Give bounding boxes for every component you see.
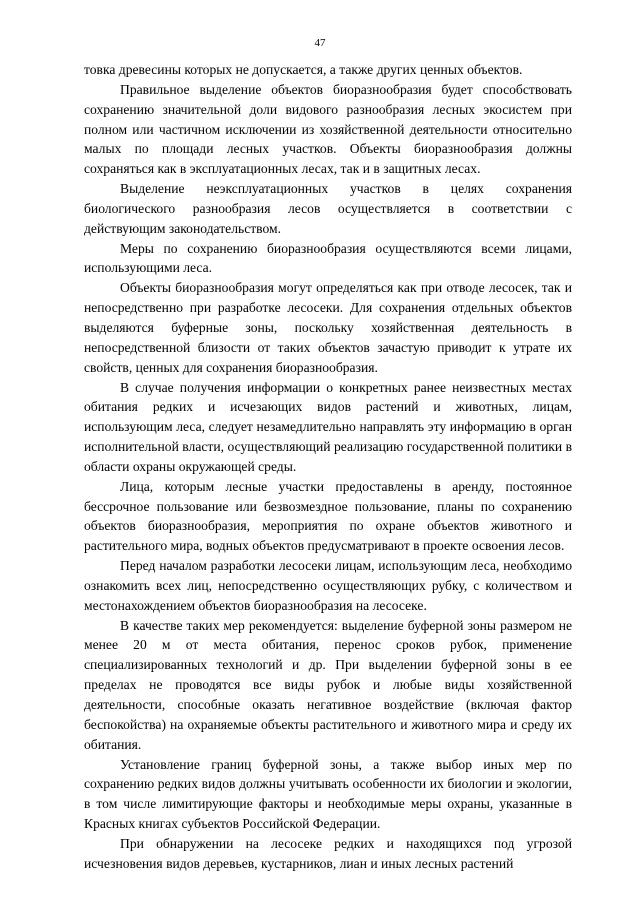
paragraph: Выделение неэксплуатационных участков в целях сохранения биологического разнообразия лесов осуществляется в соответствии с действующим законодательством. xyxy=(84,181,572,236)
body-text xyxy=(84,60,572,874)
paragraph-continuation: товка древесины которых не допускается, а также других ценных объектов. xyxy=(84,62,523,77)
paragraph: В качестве таких мер рекомендуется: выделение буферной зоны размером не менее 20 м от места обитания, перенос сроков рубок, применение специализированных технологий и др. При выделении буферной зоны в ее пределах не проводятся все виды рубок и любые виды хозяйственной деятельности, способные оказать негативное воздействие (включая фактор беспокойства) на охраняемые объекты растительного и животного мира и среду их обитания. xyxy=(84,617,572,752)
paragraph: Лица, которым лесные участки предоставлены в аренду, постоянное бессрочное пользование или безвозмездное пользование, планы по сохранению объектов биоразнообразия, мероприятия по охране объектов животного и растительного мира, водных объектов предусматривают в проекте освоения лесов. xyxy=(84,478,572,554)
paragraph: Перед началом разработки лесосеки лицам, использующим леса, необходимо ознакомить всех лиц, непосредственно осуществляющих рубку, с количеством и местонахождением объектов биоразнообразия на лесосеке. xyxy=(84,558,572,613)
paragraph: Меры по сохранению биоразнообразия осуществляются всеми лицами, использующими леса. xyxy=(84,240,572,276)
paragraph: Правильное выделение объектов биоразнообразия будет способствовать сохранению значительной доли видового разнообразия лесных экосистем при полном или частичном исключении из хозяйственной деятельности относительно малых по площади лесных участков. Объекты биоразнообразия должны сохраняться как в эксплуатационных лесах, так и в защитных лесах. xyxy=(84,81,572,177)
paragraph: Установление границ буферной зоны, а также выбор иных мер по сохранению редких видов должны учитывать особенности их биологии и экологии, в том числе лимитирующие факторы и необходимые меры охраны, указанные в Красных книгах субъектов Российской Федерации. xyxy=(84,756,572,832)
paragraph: В случае получения информации о конкретных ранее неизвестных местах обитания редких и исчезающих видов растений и животных, лицам, использующим леса, следует незамедлительно направлять эту информацию в орган исполнительной власти, осуществляющий реализацию государственной политики в области охраны окружающей среды. xyxy=(84,379,572,474)
paragraph: Объекты биоразнообразия могут определяться как при отводе лесосек, так и непосредственно при разработке лесосеки. Для сохранения отдельных объектов выделяются буферные зоны, поскольку хозяйственная деятельность в непосредственной близости от таких объектов зачастую приводит к утрате их свойств, ценных для сохранения биоразнообразия. xyxy=(84,280,572,375)
paragraph: При обнаружении на лесосеке редких и находящихся под угрозой исчезновения видов деревьев, кустарников, лиан и иных лесных растений xyxy=(84,835,572,871)
page-number: 47 xyxy=(314,37,326,49)
